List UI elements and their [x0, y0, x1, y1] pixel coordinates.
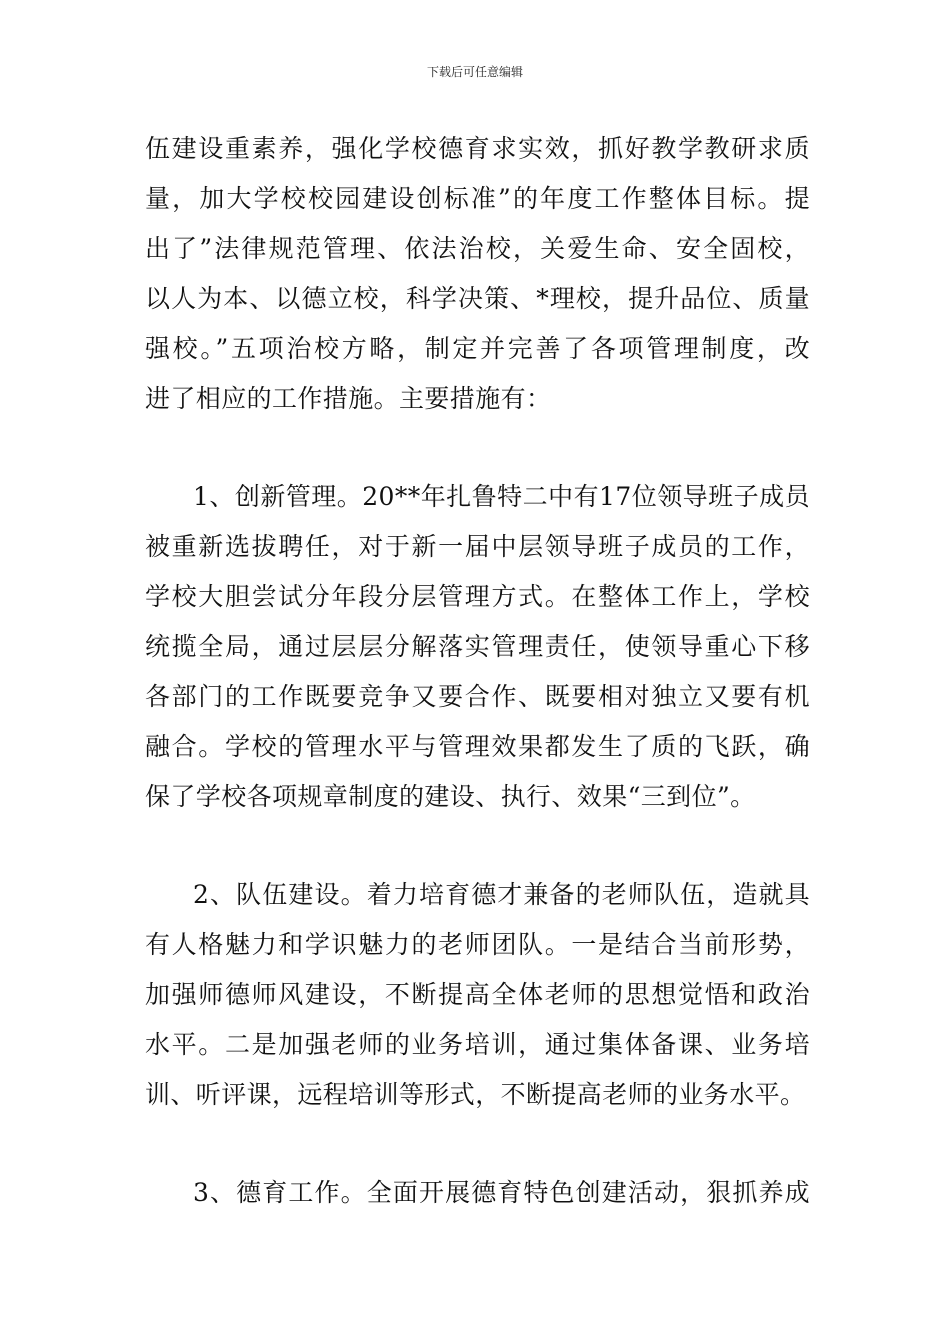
- text-line: 1、创新管理。20**年扎鲁特二中有17位领导班子成员: [193, 482, 810, 511]
- text-line: 3、德育工作。全面开展德育特色创建活动，狠抓养成: [193, 1178, 810, 1207]
- text-line: 融合。学校的管理水平与管理效果都发生了质的飞跃，确: [145, 732, 810, 761]
- paragraph-intro: [145, 124, 810, 424]
- text-line: 有人格魅力和学识魅力的老师团队。一是结合当前形势，: [145, 930, 810, 959]
- paragraph-innovation-management: [145, 472, 810, 822]
- text-line: 被重新选拔聘任，对于新一届中层领导班子成员的工作，: [145, 532, 810, 561]
- paragraph-moral-education: [145, 1168, 810, 1218]
- text-line: 进了相应的工作措施。主要措施有：: [145, 384, 552, 413]
- paragraph-gap: [145, 822, 810, 870]
- text-line: 水平。二是加强老师的业务培训，通过集体备课、业务培: [145, 1030, 810, 1059]
- paragraph-gap: [145, 1120, 810, 1168]
- paragraph-team-building: [145, 870, 810, 1120]
- text-line: 学校大胆尝试分年段分层管理方式。在整体工作上，学校: [145, 582, 810, 611]
- text-line: 伍建设重素养，强化学校德育求实效，抓好教学教研求质: [145, 134, 810, 163]
- text-line: 2、队伍建设。着力培育德才兼备的老师队伍，造就具: [193, 880, 810, 909]
- text-line: 量，加大学校校园建设创标准”的年度工作整体目标。提: [145, 184, 810, 213]
- text-line: 训、听评课，远程培训等形式，不断提高老师的业务水平。: [145, 1080, 806, 1109]
- text-line: 加强师德师风建设，不断提高全体老师的思想觉悟和政治: [145, 980, 810, 1009]
- page-header-note: 下载后可任意编辑: [426, 65, 523, 79]
- text-line: 强校。”五项治校方略，制定并完善了各项管理制度，改: [145, 334, 810, 363]
- text-line: 统揽全局，通过层层分解落实管理责任，使领导重心下移: [145, 632, 810, 661]
- document-body: [145, 124, 810, 1218]
- text-line: 出了”法律规范管理、依法治校，关爱生命、安全固校，: [145, 234, 810, 263]
- text-line: 保了学校各项规章制度的建设、执行、效果“三到位”。: [145, 782, 756, 811]
- paragraph-gap: [145, 424, 810, 472]
- text-line: 各部门的工作既要竞争又要合作、既要相对独立又要有机: [145, 682, 810, 711]
- text-line: 以人为本、以德立校，科学决策、*理校，提升品位、质量: [145, 284, 810, 313]
